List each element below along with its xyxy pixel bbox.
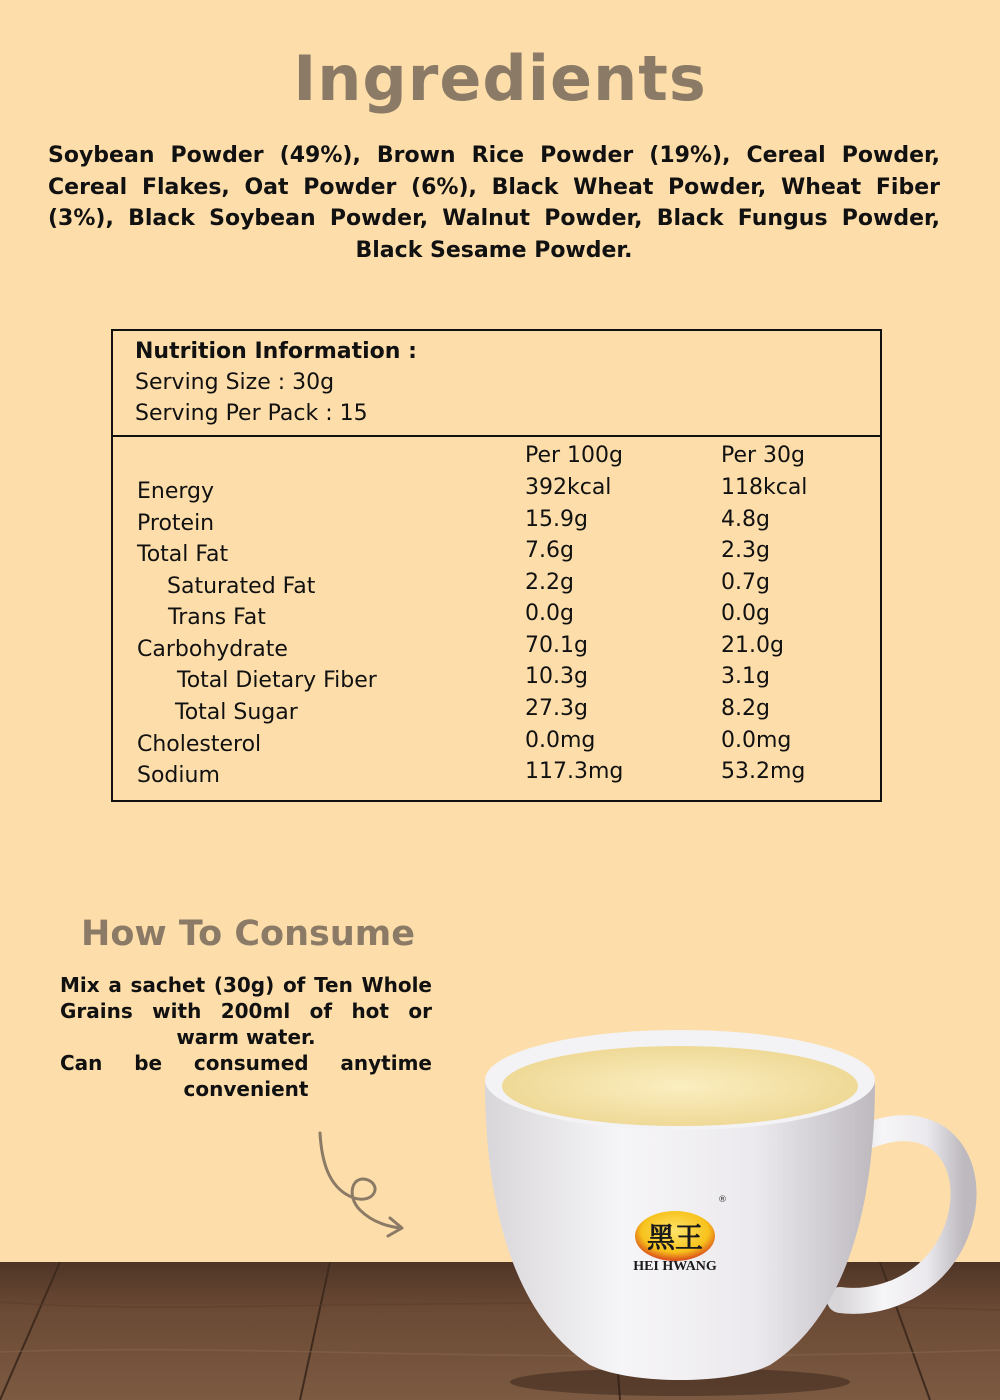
svg-text:®: ® (718, 1195, 727, 1205)
cup-illustration (480, 1020, 980, 1400)
instruction-line: Can be consumed anytime convenient (60, 1051, 432, 1101)
column-header-per-100g: Per 100g (525, 443, 624, 468)
value-per-100g: 10.3g (525, 664, 588, 689)
value-per-100g: 117.3mg (525, 759, 624, 784)
value-per-30g: 53.2mg (721, 759, 806, 784)
consume-instructions (60, 972, 432, 1102)
value-per-100g: 0.0mg (525, 728, 596, 753)
value-per-100g: 392kcal (525, 475, 612, 500)
nutrition-header (113, 331, 880, 437)
ingredients-list: Soybean Powder (49%), Brown Rice Powder (19%), Cereal Powder, Cereal Flakes, Oat Powder (6%), Black Wheat Powder, Wheat Fiber (3%), Black Soybean Powder, Walnut Powder, Black Fungus Powder, Black Sesame Powder. (48, 143, 940, 263)
value-per-30g: 21.0g (721, 633, 784, 658)
nutrient-label: Energy (137, 479, 215, 504)
nutrient-label: Sodium (137, 763, 220, 788)
serving-per-pack: Serving Per Pack : 15 (135, 401, 368, 426)
value-per-30g: 4.8g (721, 507, 770, 532)
value-per-30g: 0.0g (721, 601, 770, 626)
nutrition-row-total-fat (113, 538, 880, 570)
column-header-per-30g: Per 30g (721, 443, 806, 468)
nutrient-label: Total Dietary Fiber (177, 668, 377, 693)
value-per-30g: 0.7g (721, 570, 770, 595)
curly-arrow-icon (312, 1128, 412, 1243)
value-per-30g: 118kcal (721, 475, 808, 500)
nutrition-row-sodium (113, 759, 880, 791)
svg-text:黑王: 黑王 (646, 1221, 704, 1254)
how-to-consume-heading: How To Consume (81, 914, 415, 954)
nutrient-label: Cholesterol (137, 732, 262, 757)
nutrition-row-carbohydrate (113, 633, 880, 665)
nutrient-label: Carbohydrate (137, 637, 288, 662)
nutrition-row-protein (113, 507, 880, 539)
value-per-100g: 27.3g (525, 696, 588, 721)
nutrition-row-trans-fat (113, 601, 880, 633)
nutrient-label: Total Sugar (175, 700, 298, 725)
instruction-line: Mix a sachet (30g) of Ten Whole Grains with 200ml of hot or warm water. (60, 973, 432, 1049)
serving-size: Serving Size : 30g (135, 370, 335, 395)
ingredients-heading: Ingredients (293, 42, 707, 115)
nutrition-row-cholesterol (113, 728, 880, 760)
value-per-100g: 0.0g (525, 601, 574, 626)
value-per-30g: 2.3g (721, 538, 770, 563)
nutrition-title: Nutrition Information : (135, 339, 417, 364)
value-per-30g: 3.1g (721, 664, 770, 689)
value-per-30g: 8.2g (721, 696, 770, 721)
value-per-30g: 0.0mg (721, 728, 792, 753)
svg-text:HEI HWANG: HEI HWANG (633, 1259, 717, 1274)
nutrient-label: Trans Fat (168, 605, 266, 630)
nutrient-label: Protein (137, 511, 215, 536)
nutrient-label: Saturated Fat (167, 574, 316, 599)
value-per-100g: 7.6g (525, 538, 574, 563)
nutrition-row-saturated-fat (113, 570, 880, 602)
nutrient-label: Total Fat (137, 542, 229, 567)
nutrition-row-total-sugar (113, 696, 880, 728)
value-per-100g: 70.1g (525, 633, 588, 658)
nutrition-table (111, 329, 882, 802)
nutrition-row-dietary-fiber (113, 664, 880, 696)
value-per-100g: 2.2g (525, 570, 574, 595)
nutrition-row-energy (113, 475, 880, 507)
value-per-100g: 15.9g (525, 507, 588, 532)
